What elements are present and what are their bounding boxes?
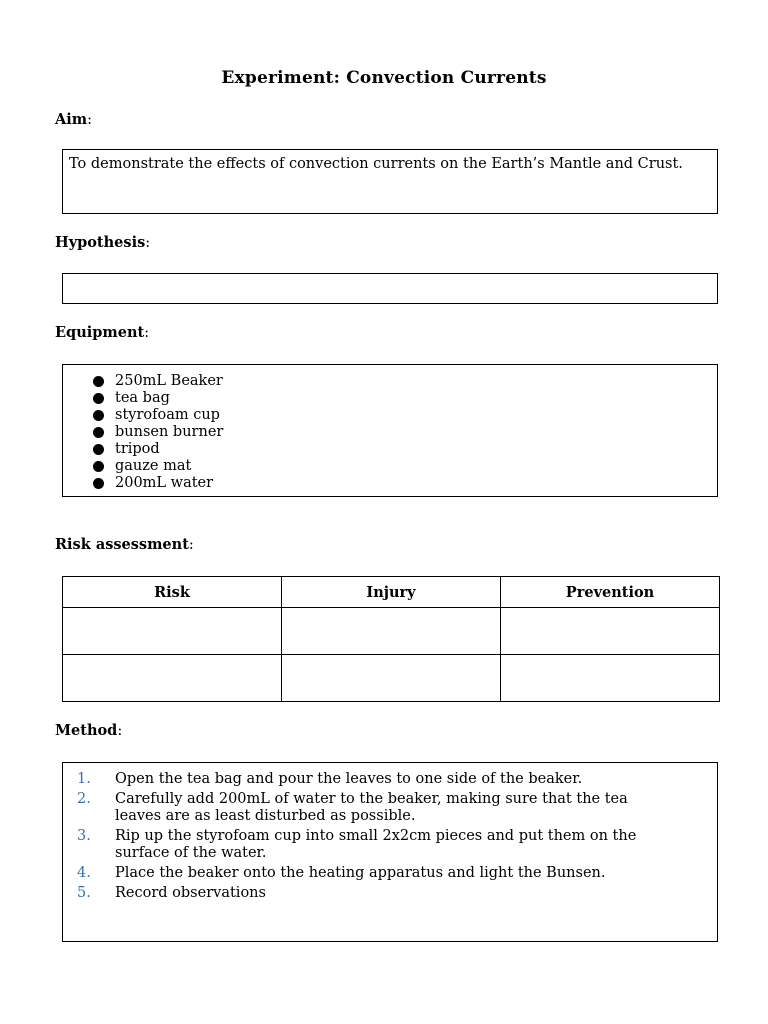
aim-heading: Aim:	[55, 111, 92, 128]
list-item	[93, 441, 717, 458]
table-cell[interactable]	[63, 655, 282, 702]
equipment-item: tripod	[115, 441, 160, 457]
bullet-icon	[93, 478, 104, 489]
hypothesis-text	[63, 274, 717, 280]
equipment-heading: Equipment:	[55, 324, 150, 341]
list-item	[77, 828, 677, 862]
list-item	[93, 475, 717, 492]
list-item	[77, 791, 677, 825]
method-list	[63, 763, 717, 902]
hypothesis-label: Hypothesis	[55, 234, 146, 251]
step-text: Place the beaker onto the heating apparatus and light the Bunsen.	[115, 865, 606, 881]
step-text: Open the tea bag and pour the leaves to one side of the beaker.	[115, 771, 583, 787]
risk-table	[62, 576, 720, 702]
list-item	[77, 865, 677, 882]
aim-box[interactable]	[62, 149, 718, 214]
column-header-injury: Injury	[282, 577, 501, 608]
step-text: Carefully add 200mL of water to the beaker, making sure that the tea leaves are as least disturbed as possible.	[115, 791, 628, 824]
step-number: 3.	[77, 828, 91, 844]
column-header-prevention: Prevention	[501, 577, 720, 608]
list-item	[93, 458, 717, 475]
risk-label: Risk assessment	[55, 536, 189, 553]
step-number: 5.	[77, 885, 91, 901]
step-number: 4.	[77, 865, 91, 881]
step-number: 1.	[77, 771, 91, 787]
equipment-item: gauze mat	[115, 458, 192, 474]
list-item	[93, 424, 717, 441]
table-row	[63, 655, 720, 702]
table-cell[interactable]	[282, 608, 501, 655]
step-number: 2.	[77, 791, 91, 807]
bullet-icon	[93, 461, 104, 472]
equipment-box	[62, 364, 718, 497]
equipment-item: 200mL water	[115, 475, 214, 491]
step-text: Rip up the styrofoam cup into small 2x2cm pieces and put them on the surface of the water.	[115, 828, 637, 861]
method-label: Method	[55, 722, 118, 739]
table-header-row	[63, 577, 720, 608]
list-item	[93, 407, 717, 424]
page-title: Experiment: Convection Currents	[221, 68, 547, 88]
equipment-item: styrofoam cup	[115, 407, 220, 423]
equipment-label: Equipment	[55, 324, 145, 341]
table-cell[interactable]	[501, 655, 720, 702]
bullet-icon	[93, 393, 104, 404]
bullet-icon	[93, 410, 104, 421]
bullet-icon	[93, 427, 104, 438]
table-row	[63, 608, 720, 655]
table-cell[interactable]	[501, 608, 720, 655]
risk-heading: Risk assessment:	[55, 536, 194, 553]
bullet-icon	[93, 376, 104, 387]
aim-text: To demonstrate the effects of convection currents on the Earth’s Mantle and Crust.	[69, 156, 683, 172]
step-text: Record observations	[115, 885, 266, 901]
list-item	[93, 390, 717, 407]
equipment-list	[63, 365, 717, 492]
list-item	[77, 885, 677, 902]
equipment-item: bunsen burner	[115, 424, 224, 440]
method-box	[62, 762, 718, 942]
table-cell[interactable]	[63, 608, 282, 655]
aim-label: Aim	[55, 111, 88, 128]
hypothesis-box[interactable]	[62, 273, 718, 304]
method-heading: Method:	[55, 722, 123, 739]
hypothesis-heading: Hypothesis:	[55, 234, 151, 251]
bullet-icon	[93, 444, 104, 455]
equipment-item: 250mL Beaker	[115, 373, 223, 389]
table-cell[interactable]	[282, 655, 501, 702]
list-item	[93, 373, 717, 390]
list-item	[77, 771, 677, 788]
column-header-risk: Risk	[63, 577, 282, 608]
equipment-item: tea bag	[115, 390, 170, 406]
